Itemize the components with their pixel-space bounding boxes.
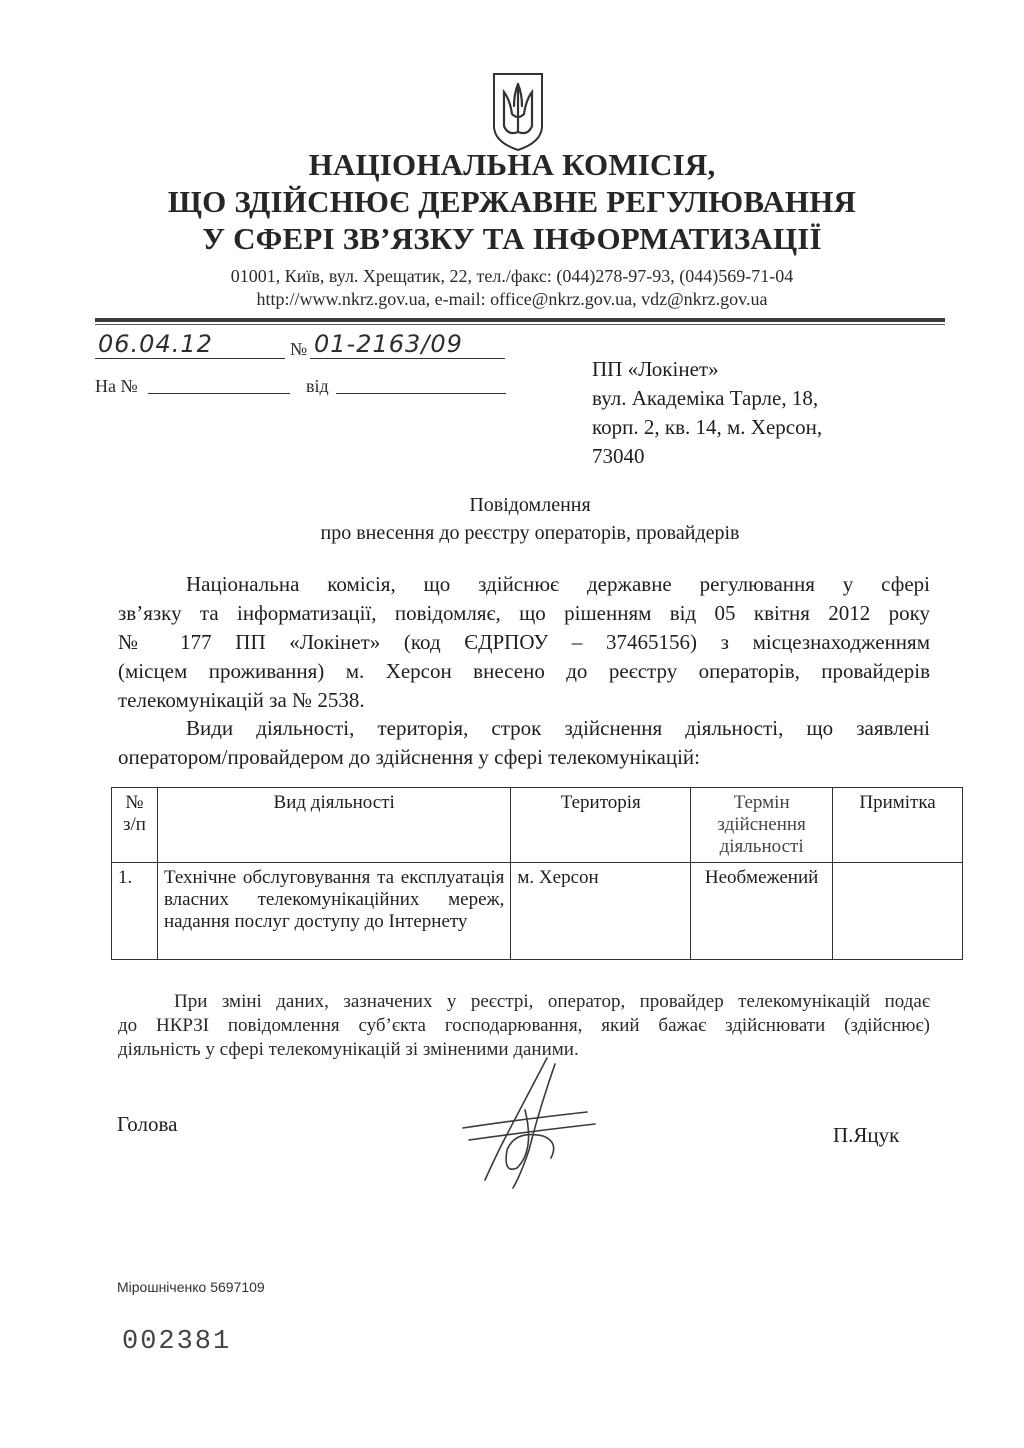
org-web-contacts: http://www.nkrz.gov.ua, e-mail: office@nkrz.gov.ua, vdz@nkrz.gov.ua xyxy=(256,289,768,309)
col-header-territory: Територія xyxy=(511,788,691,863)
body-line: № 177 ПП «Локінет» (код ЄДРПОУ – 37465156) з місцезнаходженням xyxy=(118,630,930,654)
registry-table xyxy=(111,787,963,960)
cell-note xyxy=(833,863,963,960)
document-serial-number: 002381 xyxy=(122,1327,232,1357)
signatory-position: Голова xyxy=(117,1112,178,1136)
recipient-line: 73040 xyxy=(592,444,645,468)
footer-line: до НКРЗІ повідомлення суб’єкта господарювання, який бажає здійснювати (здійснює) xyxy=(118,1015,930,1036)
reply-date-label: від xyxy=(306,376,329,396)
body-line: (місцем проживання) м. Херсон внесено до реєстру операторів, провайдерів xyxy=(118,659,930,683)
recipient-block xyxy=(592,355,892,471)
number-underline xyxy=(310,358,505,359)
cell-territory: м. Херсон xyxy=(511,863,691,960)
body-line: оператором/провайдером до здійснення у сфері телекомунікацій: xyxy=(118,745,701,769)
reply-number-label: На № xyxy=(95,376,138,396)
cell-term: Необмежений xyxy=(691,863,833,960)
body-line: Види діяльності, територія, строк здійснення діяльності, що заявлені xyxy=(186,716,930,740)
header-rule xyxy=(95,318,945,322)
footer-line: діяльність у сфері телекомунікацій зі зміненими даними. xyxy=(118,1039,579,1060)
org-title-line-1: НАЦІОНАЛЬНА КОМІСІЯ, xyxy=(308,147,716,182)
trident-emblem-icon xyxy=(490,70,546,154)
body-paragraph-1 xyxy=(118,570,930,715)
org-title-line-3: У СФЕРІ ЗВ’ЯЗКУ ТА ІНФОРМАТИЗАЦІЇ xyxy=(202,221,822,256)
date-underline xyxy=(95,358,285,359)
signatory-name: П.Яцук xyxy=(833,1123,900,1147)
executor-info: Мірошніченко 5697109 xyxy=(117,1279,265,1295)
cell-no: 1. xyxy=(112,863,158,960)
reply-number-line xyxy=(148,393,290,394)
table-row xyxy=(112,863,963,960)
body-line: телекомунікацій за № 2538. xyxy=(118,688,365,712)
col-header-no: № з/п xyxy=(112,788,158,863)
number-label: № xyxy=(290,339,308,359)
recipient-line: корп. 2, кв. 14, м. Херсон, xyxy=(592,415,823,439)
handwritten-signature-icon xyxy=(455,1050,605,1190)
org-address: 01001, Київ, вул. Хрещатик, 22, тел./факс: (044)278-97-93, (044)569-71-04 xyxy=(230,266,794,286)
reply-date-line xyxy=(336,393,506,394)
body-paragraph-2 xyxy=(118,714,930,772)
notice-subtitle: про внесення до реєстру операторів, провайдерів xyxy=(320,522,740,544)
outgoing-number: 01-2163/09 xyxy=(314,330,463,358)
header-rule-thin xyxy=(95,324,945,325)
cell-activity: Технічне обслуговування та експлуатація власних телекомунікаційних мереж, надання послуг доступу до Інтернету xyxy=(157,863,510,960)
body-line: зв’язку та інформатизації, повідомляє, що рішенням від 05 квітня 2012 року xyxy=(118,601,930,625)
col-header-note: Примітка xyxy=(833,788,963,863)
col-header-activity: Вид діяльності xyxy=(157,788,510,863)
org-title-line-2: ЩО ЗДІЙСНЮЄ ДЕРЖАВНЕ РЕГУЛЮВАННЯ xyxy=(167,184,857,219)
col-header-term: Термін здійснення діяльності xyxy=(691,788,833,863)
table-header-row xyxy=(112,788,963,863)
recipient-line: вул. Академіка Тарле, 18, xyxy=(592,386,819,410)
recipient-line: ПП «Локінет» xyxy=(592,357,719,381)
outgoing-date: 06.04.12 xyxy=(98,330,213,358)
notice-title: Повідомлення xyxy=(469,494,591,516)
footer-line: При зміні даних, зазначених у реєстрі, оператор, провайдер телекомунікацій подає xyxy=(174,991,930,1012)
body-line: Національна комісія, що здійснює державне регулювання у сфері xyxy=(186,572,930,596)
